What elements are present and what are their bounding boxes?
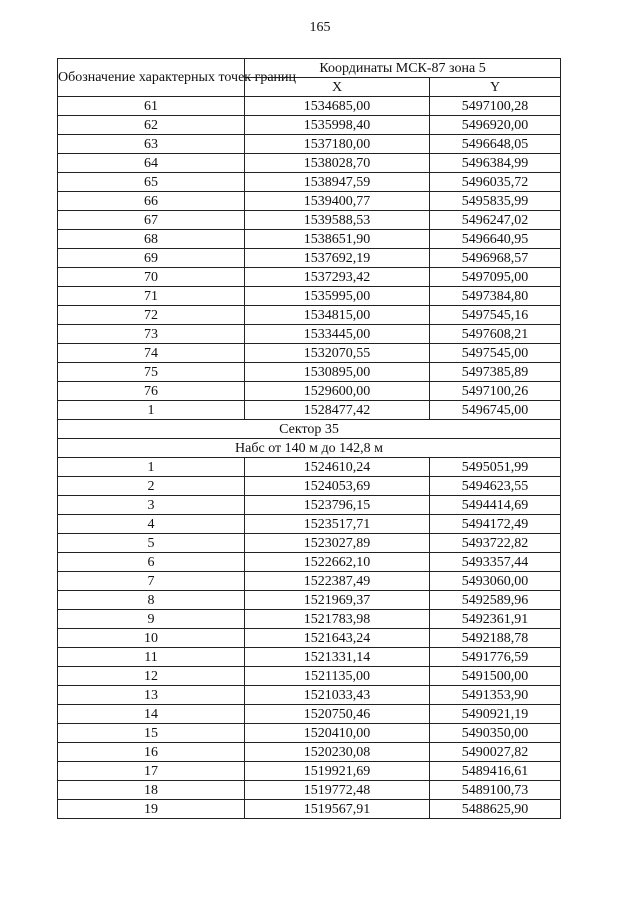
- y-coordinate-cell: 5496920,00: [430, 116, 561, 135]
- point-cell: 68: [58, 230, 245, 249]
- y-coordinate-cell: 5489100,73: [430, 781, 561, 800]
- table-row: [58, 629, 561, 648]
- section-title: Сектор 35: [58, 420, 561, 439]
- table-row: [58, 116, 561, 135]
- point-cell: 65: [58, 173, 245, 192]
- table-row: [58, 534, 561, 553]
- x-coordinate-cell: 1535995,00: [245, 287, 430, 306]
- table-row: [58, 249, 561, 268]
- table-row: [58, 477, 561, 496]
- point-cell: 73: [58, 325, 245, 344]
- coordinates-table: [57, 58, 561, 819]
- table-row: [58, 572, 561, 591]
- table-row: [58, 230, 561, 249]
- x-coordinate-cell: 1521969,37: [245, 591, 430, 610]
- table-row: [58, 762, 561, 781]
- x-coordinate-cell: 1532070,55: [245, 344, 430, 363]
- x-column-header: X: [245, 78, 430, 97]
- table-row: [58, 287, 561, 306]
- table-row: [58, 401, 561, 420]
- x-coordinate-cell: 1528477,42: [245, 401, 430, 420]
- table-row: [58, 781, 561, 800]
- x-coordinate-cell: 1521033,43: [245, 686, 430, 705]
- x-coordinate-cell: 1524610,24: [245, 458, 430, 477]
- table-row: [58, 97, 561, 116]
- point-cell: 16: [58, 743, 245, 762]
- table-row: [58, 648, 561, 667]
- x-coordinate-cell: 1519772,48: [245, 781, 430, 800]
- x-coordinate-cell: 1534815,00: [245, 306, 430, 325]
- table-row: [58, 591, 561, 610]
- y-coordinate-cell: 5496640,95: [430, 230, 561, 249]
- point-cell: 11: [58, 648, 245, 667]
- x-coordinate-cell: 1521643,24: [245, 629, 430, 648]
- y-coordinate-cell: 5495835,99: [430, 192, 561, 211]
- point-cell: 13: [58, 686, 245, 705]
- point-cell: 5: [58, 534, 245, 553]
- section-header: [58, 420, 561, 458]
- section-subtitle: Набс от 140 м до 142,8 м: [58, 439, 561, 458]
- x-coordinate-cell: 1523027,89: [245, 534, 430, 553]
- point-cell: 3: [58, 496, 245, 515]
- table-row: [58, 553, 561, 572]
- table-row: [58, 173, 561, 192]
- y-coordinate-cell: 5497385,89: [430, 363, 561, 382]
- y-coordinate-cell: 5491500,00: [430, 667, 561, 686]
- point-cell: 75: [58, 363, 245, 382]
- point-cell: 14: [58, 705, 245, 724]
- table-row: [58, 211, 561, 230]
- y-coordinate-cell: 5490350,00: [430, 724, 561, 743]
- y-coordinate-cell: 5497545,16: [430, 306, 561, 325]
- y-coordinate-cell: 5497608,21: [430, 325, 561, 344]
- y-coordinate-cell: 5488625,90: [430, 800, 561, 819]
- y-coordinate-cell: 5496247,02: [430, 211, 561, 230]
- y-coordinate-cell: 5492361,91: [430, 610, 561, 629]
- point-cell: 10: [58, 629, 245, 648]
- point-cell: 19: [58, 800, 245, 819]
- x-coordinate-cell: 1521783,98: [245, 610, 430, 629]
- table-row: [58, 458, 561, 477]
- point-cell: 1: [58, 401, 245, 420]
- y-coordinate-cell: 5495051,99: [430, 458, 561, 477]
- table-row: [58, 135, 561, 154]
- point-cell: 9: [58, 610, 245, 629]
- y-coordinate-cell: 5496968,57: [430, 249, 561, 268]
- y-coordinate-cell: 5493357,44: [430, 553, 561, 572]
- x-coordinate-cell: 1519567,91: [245, 800, 430, 819]
- table-row: [58, 192, 561, 211]
- point-cell: 1: [58, 458, 245, 477]
- y-coordinate-cell: 5497100,28: [430, 97, 561, 116]
- x-coordinate-cell: 1537180,00: [245, 135, 430, 154]
- x-coordinate-cell: 1538028,70: [245, 154, 430, 173]
- x-coordinate-cell: 1529600,00: [245, 382, 430, 401]
- y-coordinate-cell: 5494414,69: [430, 496, 561, 515]
- table-header: [58, 59, 561, 97]
- x-coordinate-cell: 1530895,00: [245, 363, 430, 382]
- x-coordinate-cell: 1523517,71: [245, 515, 430, 534]
- table-row: [58, 705, 561, 724]
- point-cell: 6: [58, 553, 245, 572]
- table-row: [58, 610, 561, 629]
- y-coordinate-cell: 5493722,82: [430, 534, 561, 553]
- y-coordinate-cell: 5494172,49: [430, 515, 561, 534]
- x-coordinate-cell: 1535998,40: [245, 116, 430, 135]
- table-row: [58, 325, 561, 344]
- coordinates-column-header: Координаты МСК-87 зона 5: [245, 59, 561, 78]
- table-row: [58, 686, 561, 705]
- point-cell: 67: [58, 211, 245, 230]
- x-coordinate-cell: 1520750,46: [245, 705, 430, 724]
- point-cell: 2: [58, 477, 245, 496]
- x-coordinate-cell: 1523796,15: [245, 496, 430, 515]
- y-coordinate-cell: 5497384,80: [430, 287, 561, 306]
- table-row: [58, 515, 561, 534]
- x-coordinate-cell: 1521135,00: [245, 667, 430, 686]
- y-coordinate-cell: 5496745,00: [430, 401, 561, 420]
- x-coordinate-cell: 1520230,08: [245, 743, 430, 762]
- table-row: [58, 268, 561, 287]
- x-coordinate-cell: 1522662,10: [245, 553, 430, 572]
- table-row: [58, 363, 561, 382]
- table-body-part-1: [58, 97, 561, 420]
- y-coordinate-cell: 5490027,82: [430, 743, 561, 762]
- point-cell: 7: [58, 572, 245, 591]
- x-coordinate-cell: 1538947,59: [245, 173, 430, 192]
- x-coordinate-cell: 1537293,42: [245, 268, 430, 287]
- point-cell: 18: [58, 781, 245, 800]
- table-row: [58, 743, 561, 762]
- point-cell: 17: [58, 762, 245, 781]
- x-coordinate-cell: 1539588,53: [245, 211, 430, 230]
- table-row: [58, 154, 561, 173]
- point-cell: 74: [58, 344, 245, 363]
- y-coordinate-cell: 5491776,59: [430, 648, 561, 667]
- point-cell: 12: [58, 667, 245, 686]
- x-coordinate-cell: 1524053,69: [245, 477, 430, 496]
- point-column-header: Обозначение характерных точек границ: [58, 59, 245, 97]
- table-row: [58, 306, 561, 325]
- y-coordinate-cell: 5494623,55: [430, 477, 561, 496]
- y-coordinate-cell: 5496035,72: [430, 173, 561, 192]
- x-coordinate-cell: 1537692,19: [245, 249, 430, 268]
- point-cell: 8: [58, 591, 245, 610]
- y-coordinate-cell: 5496648,05: [430, 135, 561, 154]
- x-coordinate-cell: 1538651,90: [245, 230, 430, 249]
- point-cell: 63: [58, 135, 245, 154]
- y-coordinate-cell: 5492589,96: [430, 591, 561, 610]
- table-body-part-2: [58, 458, 561, 819]
- point-cell: 62: [58, 116, 245, 135]
- y-coordinate-cell: 5497545,00: [430, 344, 561, 363]
- y-column-header: Y: [430, 78, 561, 97]
- table-row: [58, 382, 561, 401]
- point-cell: 64: [58, 154, 245, 173]
- point-cell: 70: [58, 268, 245, 287]
- point-cell: 76: [58, 382, 245, 401]
- y-coordinate-cell: 5489416,61: [430, 762, 561, 781]
- table-row: [58, 344, 561, 363]
- y-coordinate-cell: 5497100,26: [430, 382, 561, 401]
- y-coordinate-cell: 5492188,78: [430, 629, 561, 648]
- y-coordinate-cell: 5491353,90: [430, 686, 561, 705]
- point-cell: 66: [58, 192, 245, 211]
- section-title-row: [58, 420, 561, 439]
- page-number: 165: [309, 20, 331, 35]
- table-row: [58, 667, 561, 686]
- point-cell: 69: [58, 249, 245, 268]
- x-coordinate-cell: 1519921,69: [245, 762, 430, 781]
- point-cell: 72: [58, 306, 245, 325]
- x-coordinate-cell: 1533445,00: [245, 325, 430, 344]
- section-subtitle-row: [58, 439, 561, 458]
- point-cell: 4: [58, 515, 245, 534]
- y-coordinate-cell: 5496384,99: [430, 154, 561, 173]
- x-coordinate-cell: 1520410,00: [245, 724, 430, 743]
- x-coordinate-cell: 1521331,14: [245, 648, 430, 667]
- point-cell: 71: [58, 287, 245, 306]
- point-cell: 61: [58, 97, 245, 116]
- y-coordinate-cell: 5493060,00: [430, 572, 561, 591]
- point-cell: 15: [58, 724, 245, 743]
- x-coordinate-cell: 1539400,77: [245, 192, 430, 211]
- table-row: [58, 724, 561, 743]
- x-coordinate-cell: 1522387,49: [245, 572, 430, 591]
- y-coordinate-cell: 5490921,19: [430, 705, 561, 724]
- table-row: [58, 800, 561, 819]
- table-row: [58, 496, 561, 515]
- y-coordinate-cell: 5497095,00: [430, 268, 561, 287]
- x-coordinate-cell: 1534685,00: [245, 97, 430, 116]
- table-header-row: [58, 59, 561, 78]
